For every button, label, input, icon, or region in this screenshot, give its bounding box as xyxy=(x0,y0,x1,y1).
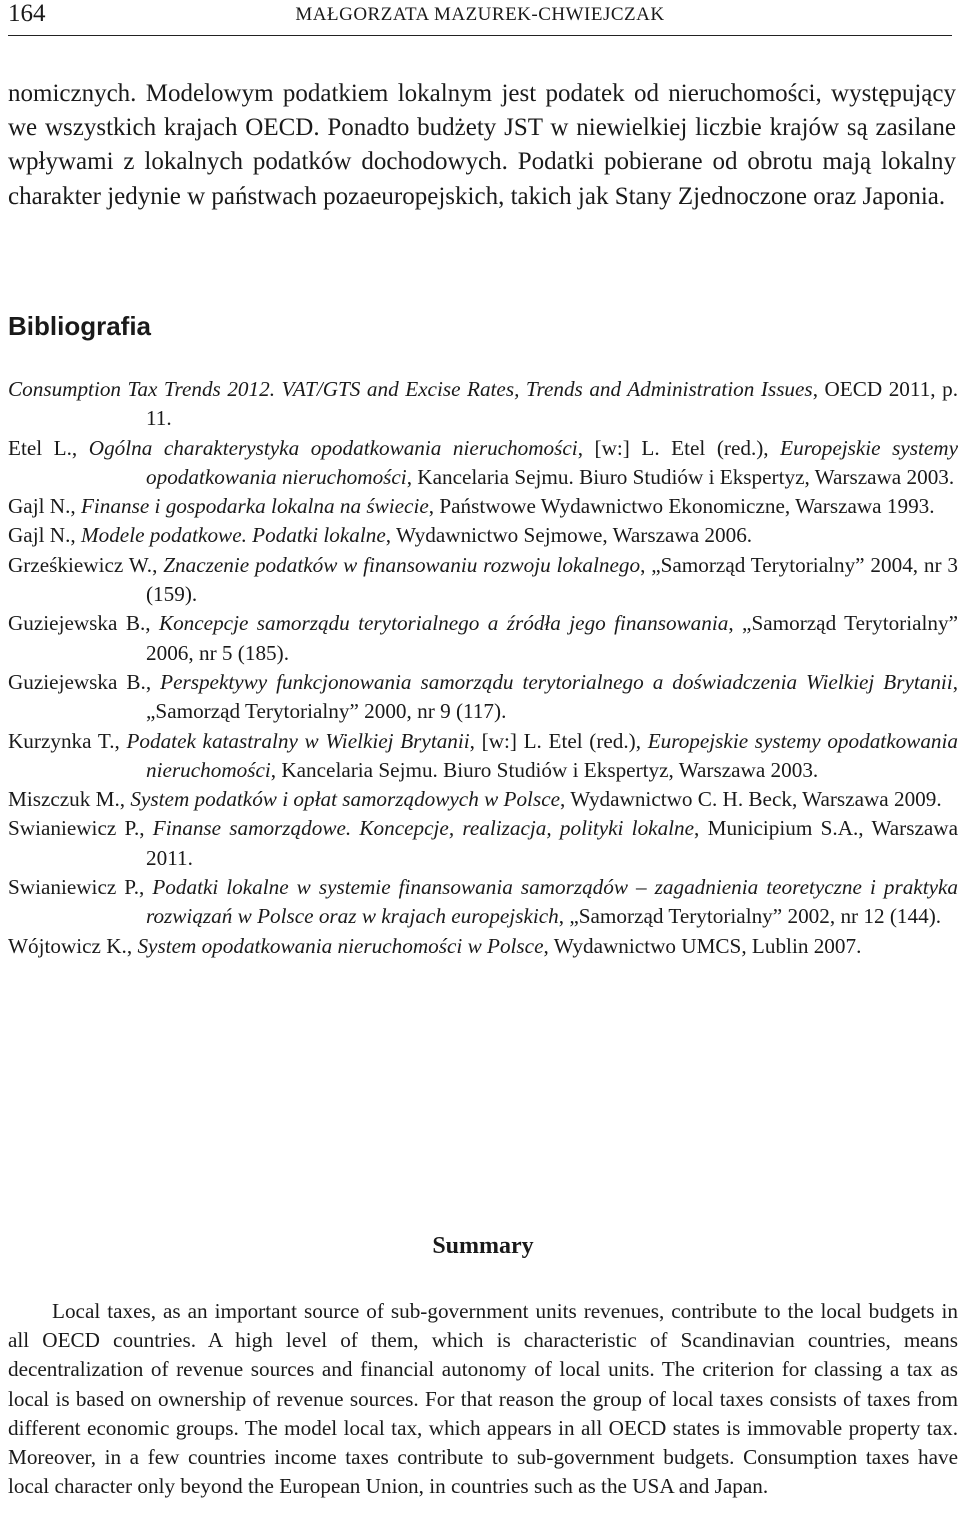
bibliography-entry: Wójtowicz K., System opodatkowania nieruchomości w Polsce, Wydawnictwo UMCS, Lublin 2007. xyxy=(8,933,862,958)
page-number: 164 xyxy=(8,0,46,27)
intro-paragraph: nomicznych. Modelowym podatkiem lokalnym jest podatek od nieruchomości, występujący we wszystkich krajach OECD. Ponadto budżety JST w niewielkiej liczbie krajów są zasilane wpływami z lokalnych podatków dochodowych. Podatki pobierane od obrotu mają lokalny charakter jedynie w państwach pozaeuropejskich, takich jak Stany Zjednoczone oraz Japonia. xyxy=(8,80,956,210)
page-header xyxy=(8,0,952,30)
bibliography-entry: Kurzynka T., Podatek katastralny w Wielkiej Brytanii, [w:] L. Etel (red.), Europejskie systemy opodatkowania nieruchomości, Kancelaria Sejmu. Biuro Studiów i Ekspertyz, Warszawa 2003. xyxy=(8,728,958,782)
bibliography-heading: Bibliografia xyxy=(8,311,152,341)
bibliography-entry: Swianiewicz P., Podatki lokalne w systemie finansowania samorządów – zagadnienia teoretyczne i praktyka rozwiązań w Polsce oraz w krajach europejskich, „Samorząd Terytorialny” 2002, nr 12 (144). xyxy=(8,875,958,929)
bibliography-entry: Consumption Tax Trends 2012. VAT/GTS and Excise Rates, Trends and Administration Issues, OECD 2011, p. 11. xyxy=(8,377,958,431)
bibliography-entry: Etel L., Ogólna charakterystyka opodatkowania nieruchomości, [w:] L. Etel (red.), Europejskie systemy opodatkowania nieruchomości, Kancelaria Sejmu. Biuro Studiów i Ekspertyz, Warszawa 2003. xyxy=(8,435,959,489)
bibliography-entry: Miszczuk M., System podatków i opłat samorządowych w Polsce, Wydawnictwo C. H. Beck, Warszawa 2009. xyxy=(8,787,942,812)
running-title: MAŁGORZATA MAZUREK-CHWIEJCZAK xyxy=(295,4,665,25)
bibliography-entry: Gajl N., Finanse i gospodarka lokalna na świecie, Państwowe Wydawnictwo Ekonomiczne, Warszawa 1993. xyxy=(8,494,935,519)
header-rule xyxy=(8,35,952,36)
bibliography-list xyxy=(8,375,958,961)
summary-paragraph: Local taxes, as an important source of sub-government units revenues, contribute to the local budgets in all OECD countries. A high level of them, which is characteristic of Scandinavian countries, means decentralization of revenue sources and financial autonomy of local units. The criterion for classing a tax as local is based on ownership of revenue sources. For that reason the group of local taxes consists of taxes from different economic groups. The model local tax, which appears in all OECD states is immovable property tax. Moreover, in a few countries income taxes contribute to sub-government budgets. Consumption taxes have local character only beyond the European Union, in countries such as the USA and Japan. xyxy=(8,1299,958,1499)
bibliography-entry: Grześkiewicz W., Znaczenie podatków w finansowaniu rozwoju lokalnego, „Samorząd Terytorialny” 2004, nr 3 (159). xyxy=(8,552,958,607)
bibliography-entry: Swianiewicz P., Finanse samorządowe. Koncepcje, realizacja, polityki lokalne, Municipium S.A., Warszawa 2011. xyxy=(8,816,958,870)
summary-heading: Summary xyxy=(432,1233,534,1259)
bibliography-entry: Gajl N., Modele podatkowe. Podatki lokalne, Wydawnictwo Sejmowe, Warszawa 2006. xyxy=(8,523,753,548)
bibliography-entry: Guziejewska B., Perspektywy funkcjonowania samorządu terytorialnego a doświadczenia Wielkiej Brytanii, „Samorząd Terytorialny” 2000, nr 9 (117). xyxy=(8,669,958,724)
bibliography-entry: Guziejewska B., Koncepcje samorządu terytorialnego a źródła jego finansowania, „Samorząd Terytorialny” 2006, nr 5 (185). xyxy=(8,611,958,665)
